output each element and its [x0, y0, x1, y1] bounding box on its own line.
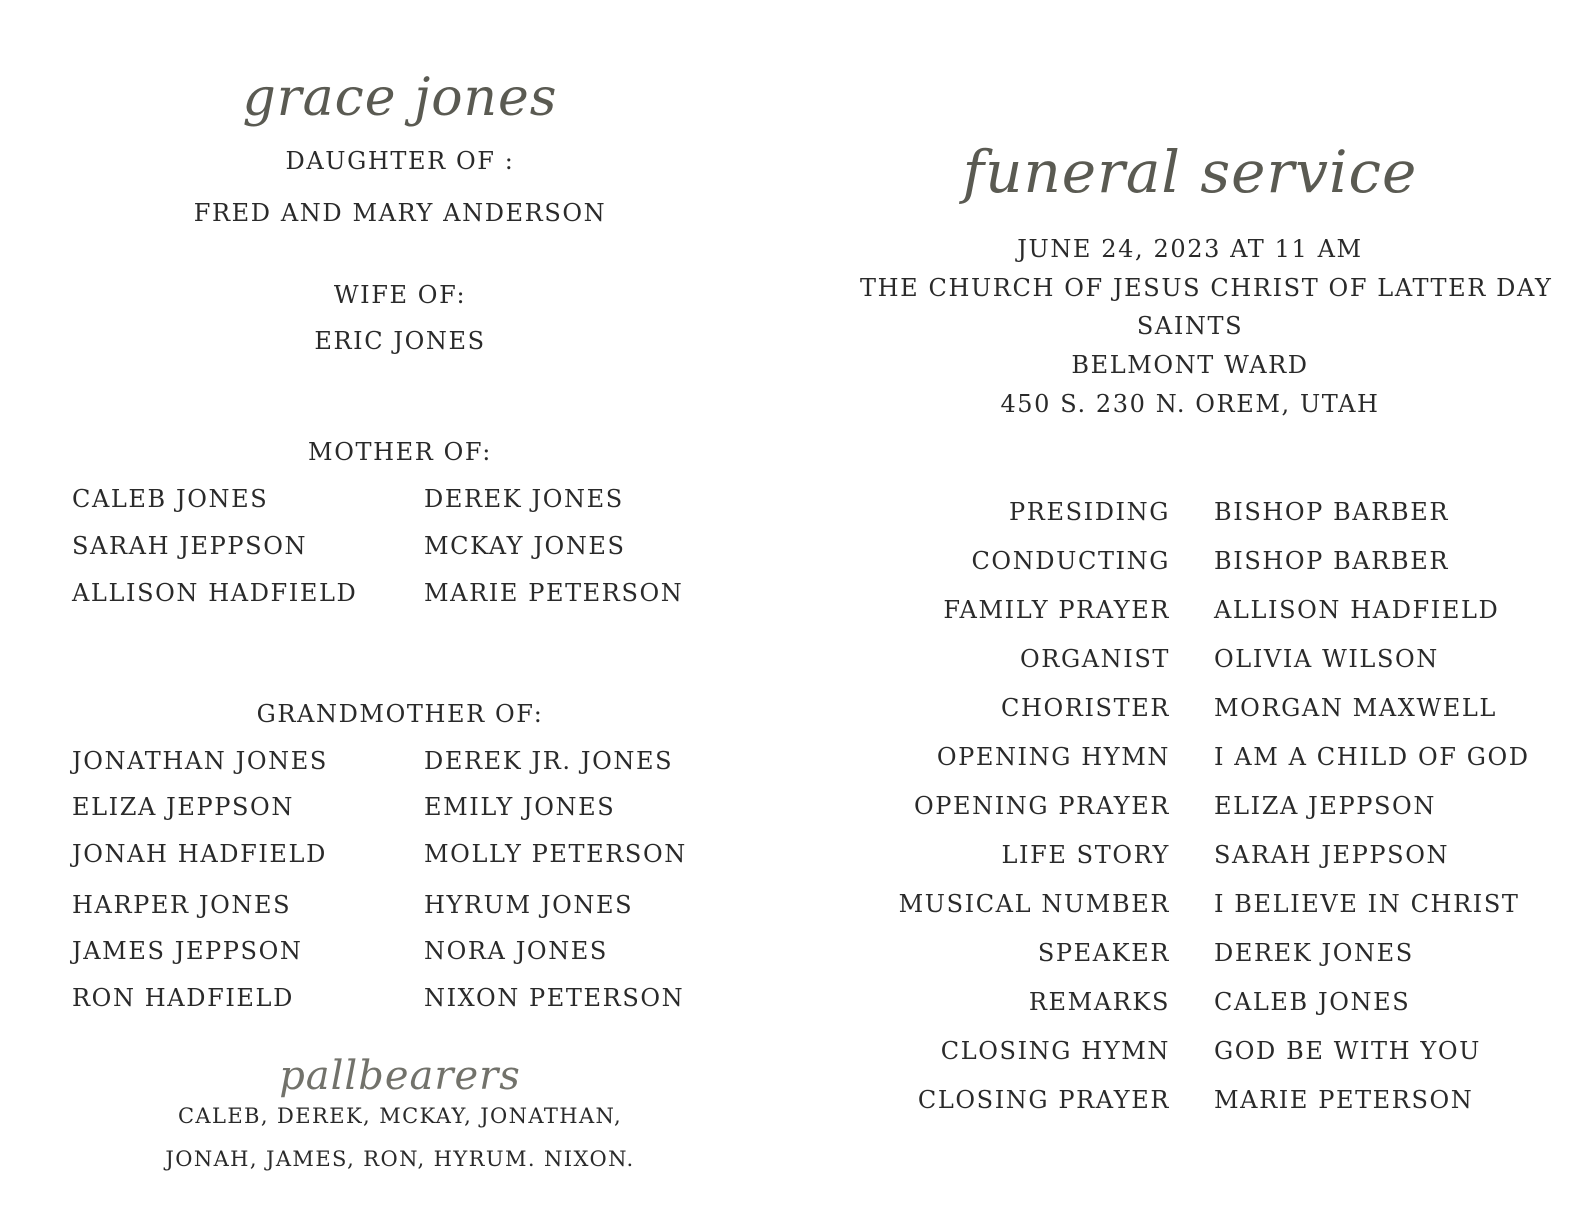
grandchild-name: MOLLY PETERSON — [424, 840, 687, 868]
child-name: SARAH JEPPSON — [72, 532, 308, 560]
husband-name: ERIC JONES — [314, 327, 486, 355]
child-name: MARIE PETERSON — [424, 579, 684, 607]
grandchild-name: JONATHAN JONES — [72, 747, 328, 775]
grandchild-name: JONAH HADFIELD — [72, 840, 327, 868]
pallbearers-line-1: CALEB, DEREK, MCKAY, JONATHAN, — [177, 1104, 623, 1128]
grandchild-name: DEREK JR. JONES — [424, 747, 674, 775]
deceased-name-script: grace jones — [242, 68, 558, 128]
program-person: ELIZA JEPPSON — [1214, 792, 1436, 820]
program-role: REMARKS — [1028, 988, 1170, 1016]
program-role: CLOSING PRAYER — [917, 1086, 1170, 1114]
program-role: CLOSING HYMN — [940, 1037, 1170, 1065]
grandmother-of-label: GRANDMOTHER OF: — [256, 700, 544, 728]
ward-name: BELMONT WARD — [1071, 351, 1309, 379]
program-role: LIFE STORY — [1001, 841, 1170, 869]
grandchild-name: JAMES JEPPSON — [72, 937, 303, 965]
program-person: MORGAN MAXWELL — [1214, 694, 1497, 722]
grandchild-name: EMILY JONES — [424, 793, 616, 821]
church-line-2: SAINTS — [1136, 312, 1244, 340]
service-date: JUNE 24, 2023 AT 11 AM — [1017, 235, 1363, 263]
pallbearers-script: pallbearers — [279, 1053, 521, 1099]
pallbearers-line-2: JONAH, JAMES, RON, HYRUM. NIXON. — [165, 1147, 635, 1171]
program-role: CHORISTER — [1001, 694, 1170, 722]
program-person: MARIE PETERSON — [1214, 1086, 1474, 1114]
program-role: OPENING PRAYER — [913, 792, 1170, 820]
program-person: SARAH JEPPSON — [1214, 841, 1450, 869]
program-role: FAMILY PRAYER — [943, 596, 1170, 624]
grandchild-name: HYRUM JONES — [424, 891, 634, 919]
parents-names: FRED AND MARY ANDERSON — [193, 199, 607, 227]
address: 450 S. 230 N. OREM, UTAH — [1000, 390, 1380, 418]
funeral-service-script: funeral service — [962, 138, 1418, 206]
program-role: PRESIDING — [1009, 498, 1170, 526]
grandchild-name: HARPER JONES — [72, 891, 292, 919]
daughter-of-label: DAUGHTER OF : — [285, 147, 515, 175]
program-person: GOD BE WITH YOU — [1214, 1037, 1481, 1065]
program-person: OLIVIA WILSON — [1214, 645, 1439, 673]
program-person: I AM A CHILD OF GOD — [1214, 743, 1530, 771]
program-person: BISHOP BARBER — [1214, 498, 1450, 526]
child-name: ALLISON HADFIELD — [72, 579, 358, 607]
program-role: MUSICAL NUMBER — [898, 890, 1170, 918]
child-name: CALEB JONES — [72, 485, 269, 513]
program-role: SPEAKER — [1037, 939, 1170, 967]
grandchild-name: NORA JONES — [424, 937, 608, 965]
program-person: I BELIEVE IN CHRIST — [1214, 890, 1520, 918]
wife-of-label: WIFE OF: — [333, 281, 467, 309]
program-role: OPENING HYMN — [936, 743, 1170, 771]
program-person: CALEB JONES — [1214, 988, 1411, 1016]
child-name: MCKAY JONES — [424, 532, 626, 560]
church-line-1: THE CHURCH OF JESUS CHRIST OF LATTER DAY — [860, 274, 1553, 302]
program-person: DEREK JONES — [1214, 939, 1414, 967]
program-person: ALLISON HADFIELD — [1214, 596, 1500, 624]
grandchild-name: ELIZA JEPPSON — [72, 793, 294, 821]
grandchild-name: RON HADFIELD — [72, 984, 294, 1012]
program-role: CONDUCTING — [971, 547, 1170, 575]
grandchild-name: NIXON PETERSON — [424, 984, 685, 1012]
mother-of-label: MOTHER OF: — [308, 438, 492, 466]
child-name: DEREK JONES — [424, 485, 624, 513]
program-person: BISHOP BARBER — [1214, 547, 1450, 575]
program-role: ORGANIST — [1020, 645, 1170, 673]
